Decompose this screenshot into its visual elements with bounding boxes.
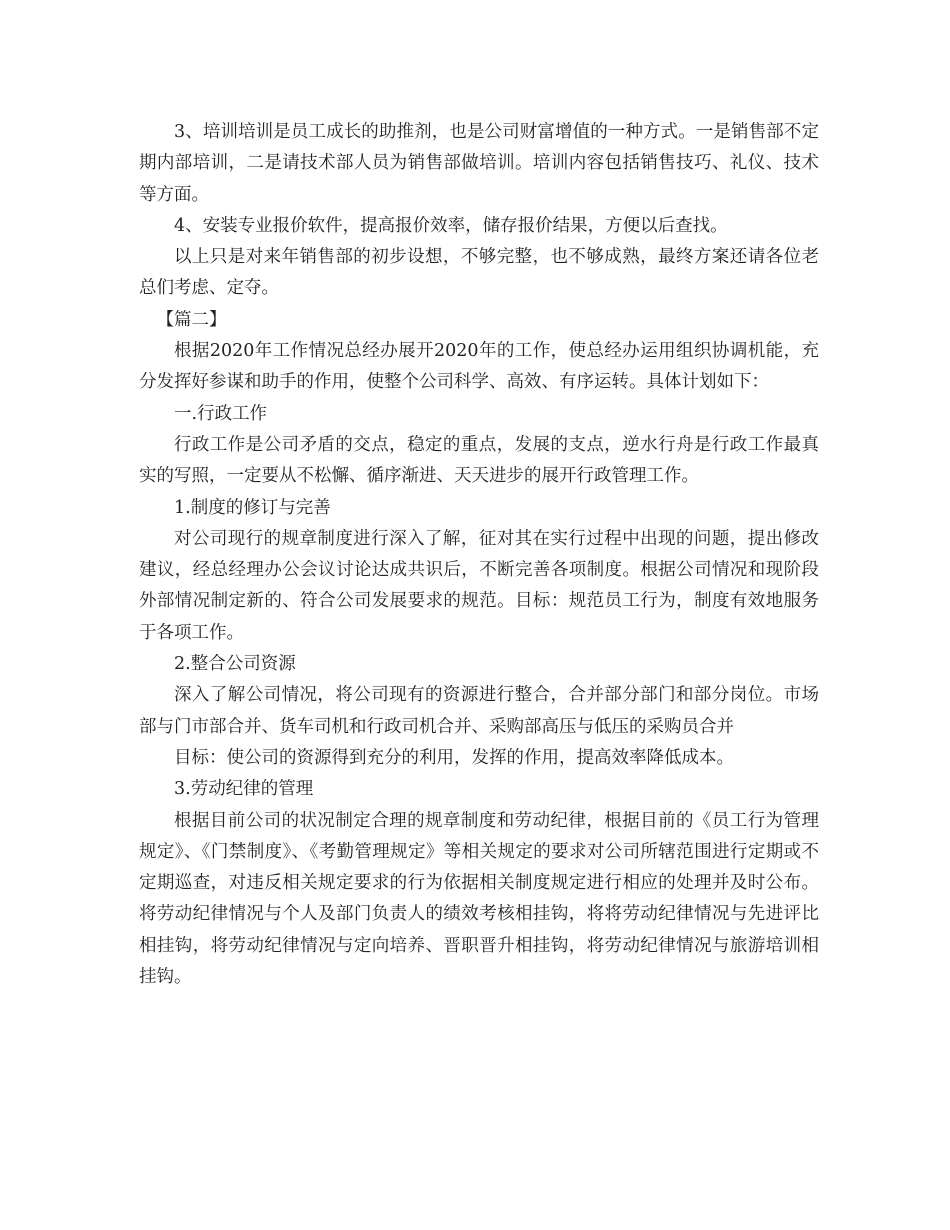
paragraph-pricing-software: 4、安装专业报价软件，提高报价效率，储存报价结果，方便以后查找。	[174, 215, 728, 236]
paragraph-labor-discipline: 根据目前公司的状况制定合理的规章制度和劳动纪律，根据目前的《员工行为管理规定》、《门禁制度》、《考勤管理规定》等相关规定的要求对公司所辖范围进行定期或不定期巡查，对违反相关规定要求的行为依据相关制度规定进行相应的处理并及时公布。将劳动纪律情况与个人及部门负责人的绩效考核相挂钩，将将劳动纪律情况与先进评比相挂钩，将劳动纪律情况与定向培养、晋职晋升相挂钩，将劳动纪律情况与旅游培训相挂钩。	[139, 810, 819, 988]
heading-system-revision: 1.制度的修订与完善	[174, 497, 331, 518]
paragraph-training: 3、培训培训是员工成长的助推剂，也是公司财富增值的一种方式。一是销售部不定期内部培训，二是请技术部人员为销售部做培训。培训内容包括销售技巧、礼仪、技术等方面。	[139, 122, 819, 205]
heading-integrate-resources: 2.整合公司资源	[174, 654, 296, 675]
paragraph-resources-goal: 目标：使公司的资源得到充分的利用，发挥的作用，提高效率降低成本。	[174, 747, 734, 768]
section-heading-part-two: 【篇二】	[156, 309, 227, 330]
paragraph-conclusion: 以上只是对来年销售部的初步设想，不够完整，也不够成熟，最终方案还请各位老总们考虑、定夺。	[139, 247, 819, 299]
heading-admin-work: 一.行政工作	[174, 403, 268, 424]
paragraph-intro-plan: 根据2020年工作情况总经办展开2020年的工作，使总经办运用组织协调机能，充分发挥好参谋和助手的作用，使整个公司科学、高效、有序运转。具体计划如下：	[139, 341, 819, 393]
paragraph-system-revision: 对公司现行的规章制度进行深入了解，征对其在实行过程中出现的问题，提出修改建议，经总经理办公会议讨论达成共识后，不断完善各项制度。根据公司情况和现阶段外部情况制定新的、符合公司发展要求的规范。目标：规范员工行为，制度有效地服务于各项工作。	[139, 528, 819, 643]
heading-labor-discipline: 3.劳动纪律的管理	[174, 779, 314, 800]
paragraph-admin-work: 行政工作是公司矛盾的交点，稳定的重点，发展的支点，逆水行舟是行政工作最真实的写照，一定要从不松懈、循序渐进、天天进步的展开行政管理工作。	[139, 434, 819, 487]
paragraph-integrate-resources: 深入了解公司情况，将公司现有的资源进行整合，合并部分部门和部分岗位。市场部与门市部合并、货车司机和行政司机合并、采购部高压与低压的采购员合并	[139, 685, 819, 737]
document-body	[139, 117, 819, 993]
